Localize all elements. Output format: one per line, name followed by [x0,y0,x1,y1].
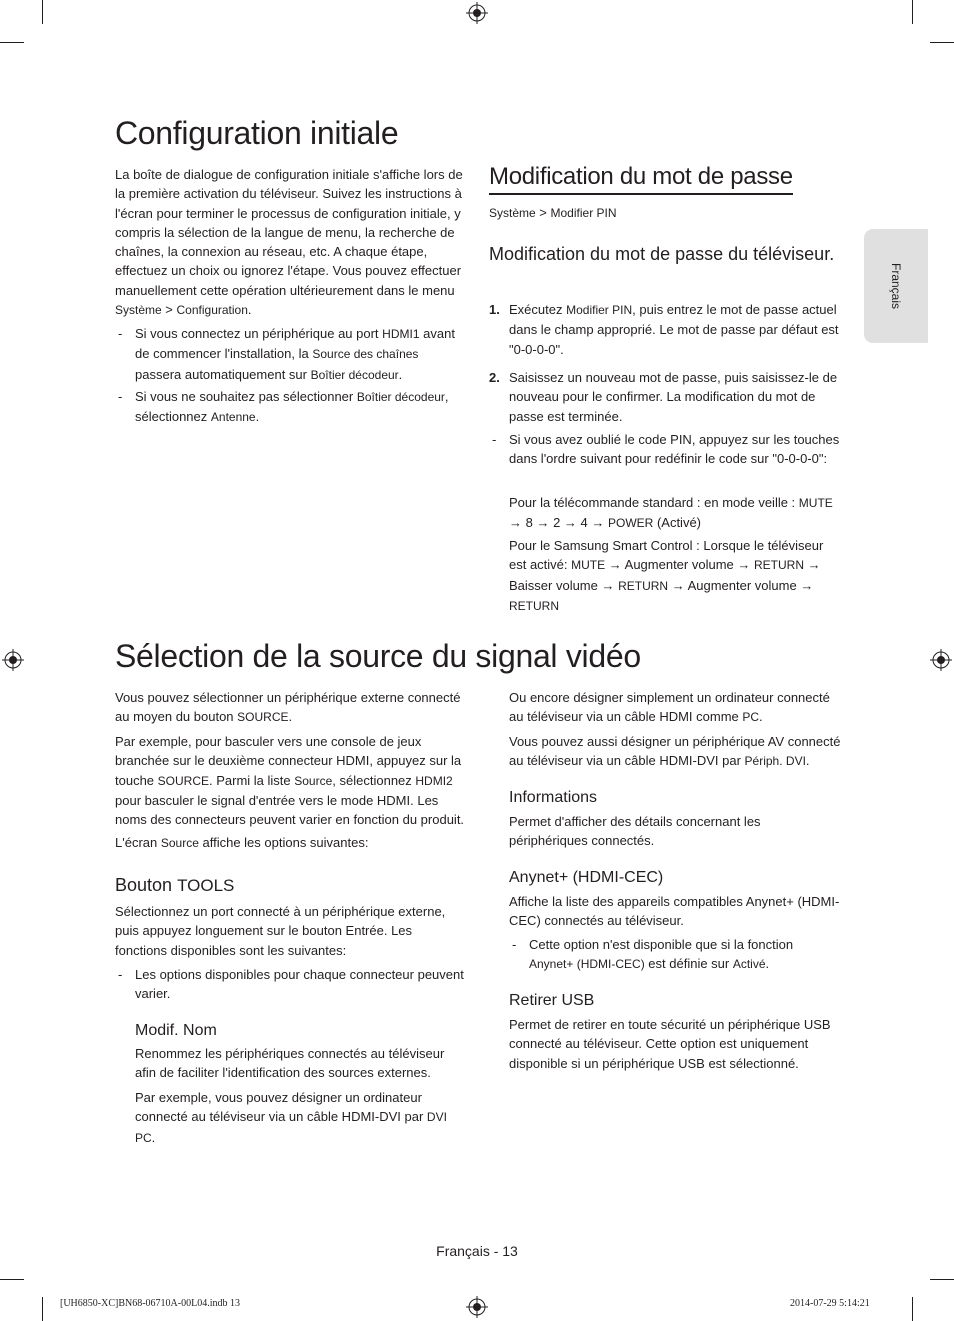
bullet-dash: - [118,967,123,982]
password-menu-path: Système > Modifier PIN [489,205,617,220]
informations-title: Informations [509,789,598,806]
anynet-title: Anynet+ (HDMI-CEC) [509,869,664,886]
anynet-para: Affiche la liste des appareils compatibles Anynet+ (HDMI-CEC) connectés au téléviseur. [509,894,840,929]
source-right-para-2: Vous pouvez aussi désigner un périphérique AV connecté au téléviseur via un câble HDMI-DVI par Périph. DVI. [509,734,841,769]
config-note-2: Si vous ne souhaitez pas sélectionner Boîtier décodeur, sélectionnez Antenne. [135,389,449,425]
anynet-note: Cette option n'est disponible que si la fonction Anynet+ (HDMI-CEC) est définie sur Activé. [529,937,794,972]
print-slug-right: 2014-07-29 5:14:21 [790,1298,870,1309]
crop-mark [0,1279,24,1280]
password-step-2: Saisissez un nouveau mot de passe, puis saisissez-le de nouveau pour le confirmer. La modification du mot de passe est terminée. [509,370,838,424]
crop-mark [930,1279,954,1280]
tools-title: Bouton TOOLS [115,875,235,895]
registration-mark-icon [2,649,24,671]
bullet-dash: - [492,432,497,447]
tools-para: Sélectionnez un port connecté à un périphérique externe, puis appuyez longuement sur le bouton Entrée. Les fonctions disponibles sont les suivantes: [115,904,446,958]
crop-mark [42,0,43,24]
registration-mark-icon [930,649,952,671]
password-step-1: Exécutez Modifier PIN, puis entrez le mot de passe actuel dans le champ approprié. Le mot de passe par défaut est "0-0-0-0". [509,302,839,357]
registration-mark-icon [466,1296,488,1318]
crop-mark [912,1297,913,1321]
password-reset-note: Si vous avez oublié le code PIN, appuyez sur les touches dans l'ordre suivant pour redéfinir le code sur "0-0-0-0": [509,432,840,467]
password-title: Modification du mot de passe [489,163,793,195]
retirer-usb-para: Permet de retirer en toute sécurité un périphérique USB connecté au téléviseur. Cette option est uniquement disponible si un périphérique USB est sélectionné. [509,1017,831,1071]
tools-note: Les options disponibles pour chaque connecteur peuvent varier. [135,967,464,1002]
crop-mark [912,0,913,24]
bullet-dash: - [118,389,123,404]
source-para-3: L'écran Source affiche les options suivantes: [115,835,369,850]
config-note-1: Si vous connectez un périphérique au port HDMI1 avant de commencer l'installation, la Source des chaînes passera automatiquement sur Boîtier décodeur. [135,326,455,382]
crop-mark [930,42,954,43]
step-number: 2. [489,370,500,385]
modif-nom-para-1: Renommez les périphériques connectés au téléviseur afin de faciliter l'identification des sources externes. [135,1046,445,1081]
print-slug-left: [UH6850-XC]BN68-06710A-00L04.indb 13 [60,1298,240,1309]
config-intro: La boîte de dialogue de configuration initiale s'affiche lors de la première activation du téléviseur. Suivez les instructions à l'écran pour terminer le processus de configuration initiale, y compris la sélection de la langue de menu, la recherche de chaînes, la connexion au réseau, etc. A chaque étape, effectuez un choix ou ignorez l'étape. Vous pouvez effectuer manuellement cette opération ultérieurement dans le menu Système > Configuration. [115,167,463,318]
source-title: Sélection de la source du signal vidéo [115,638,641,674]
standard-remote-sequence: Pour la télécommande standard : en mode veille : MUTE → 8 → 2 → 4 → POWER (Activé) [509,495,833,531]
config-title: Configuration initiale [115,115,399,151]
crop-mark [42,1297,43,1321]
source-right-para-1: Ou encore désigner simplement un ordinateur connecté au téléviseur via un câble HDMI comme PC. [509,690,830,725]
modif-nom-title: Modif. Nom [135,1022,217,1039]
bullet-dash: - [118,326,123,341]
step-number: 1. [489,302,500,317]
password-subtitle: Modification du mot de passe du téléviseur. [489,244,835,264]
language-tab-label: Français [889,262,903,310]
registration-mark-icon [466,2,488,24]
source-para-1: Vous pouvez sélectionner un périphérique externe connecté au moyen du bouton SOURCE. [115,690,461,725]
smart-control-sequence: Pour le Samsung Smart Control : Lorsque le téléviseur est activé: MUTE → Augmenter volume → RETURN → Baisser volume → RETURN → Augmenter volume → RETURN [509,538,824,613]
page-number: Français - 13 [436,1243,518,1259]
bullet-dash: - [512,937,517,952]
language-tab [864,229,928,343]
retirer-usb-title: Retirer USB [509,992,595,1009]
crop-mark [0,42,24,43]
modif-nom-para-2: Par exemple, vous pouvez désigner un ordinateur connecté au téléviseur via un câble HDMI-DVI par DVI PC. [135,1090,447,1145]
informations-para: Permet d'afficher des détails concernant les périphériques connectés. [509,814,761,849]
source-para-2: Par exemple, pour basculer vers une console de jeux branchée sur le deuxième connecteur HDMI, appuyez sur la touche SOURCE. Parmi la liste Source, sélectionnez HDMI2 pour basculer le signal d'entrée vers le mode HDMI. Les noms des connecteurs peuvent varier en fonction du produit. [115,734,465,828]
